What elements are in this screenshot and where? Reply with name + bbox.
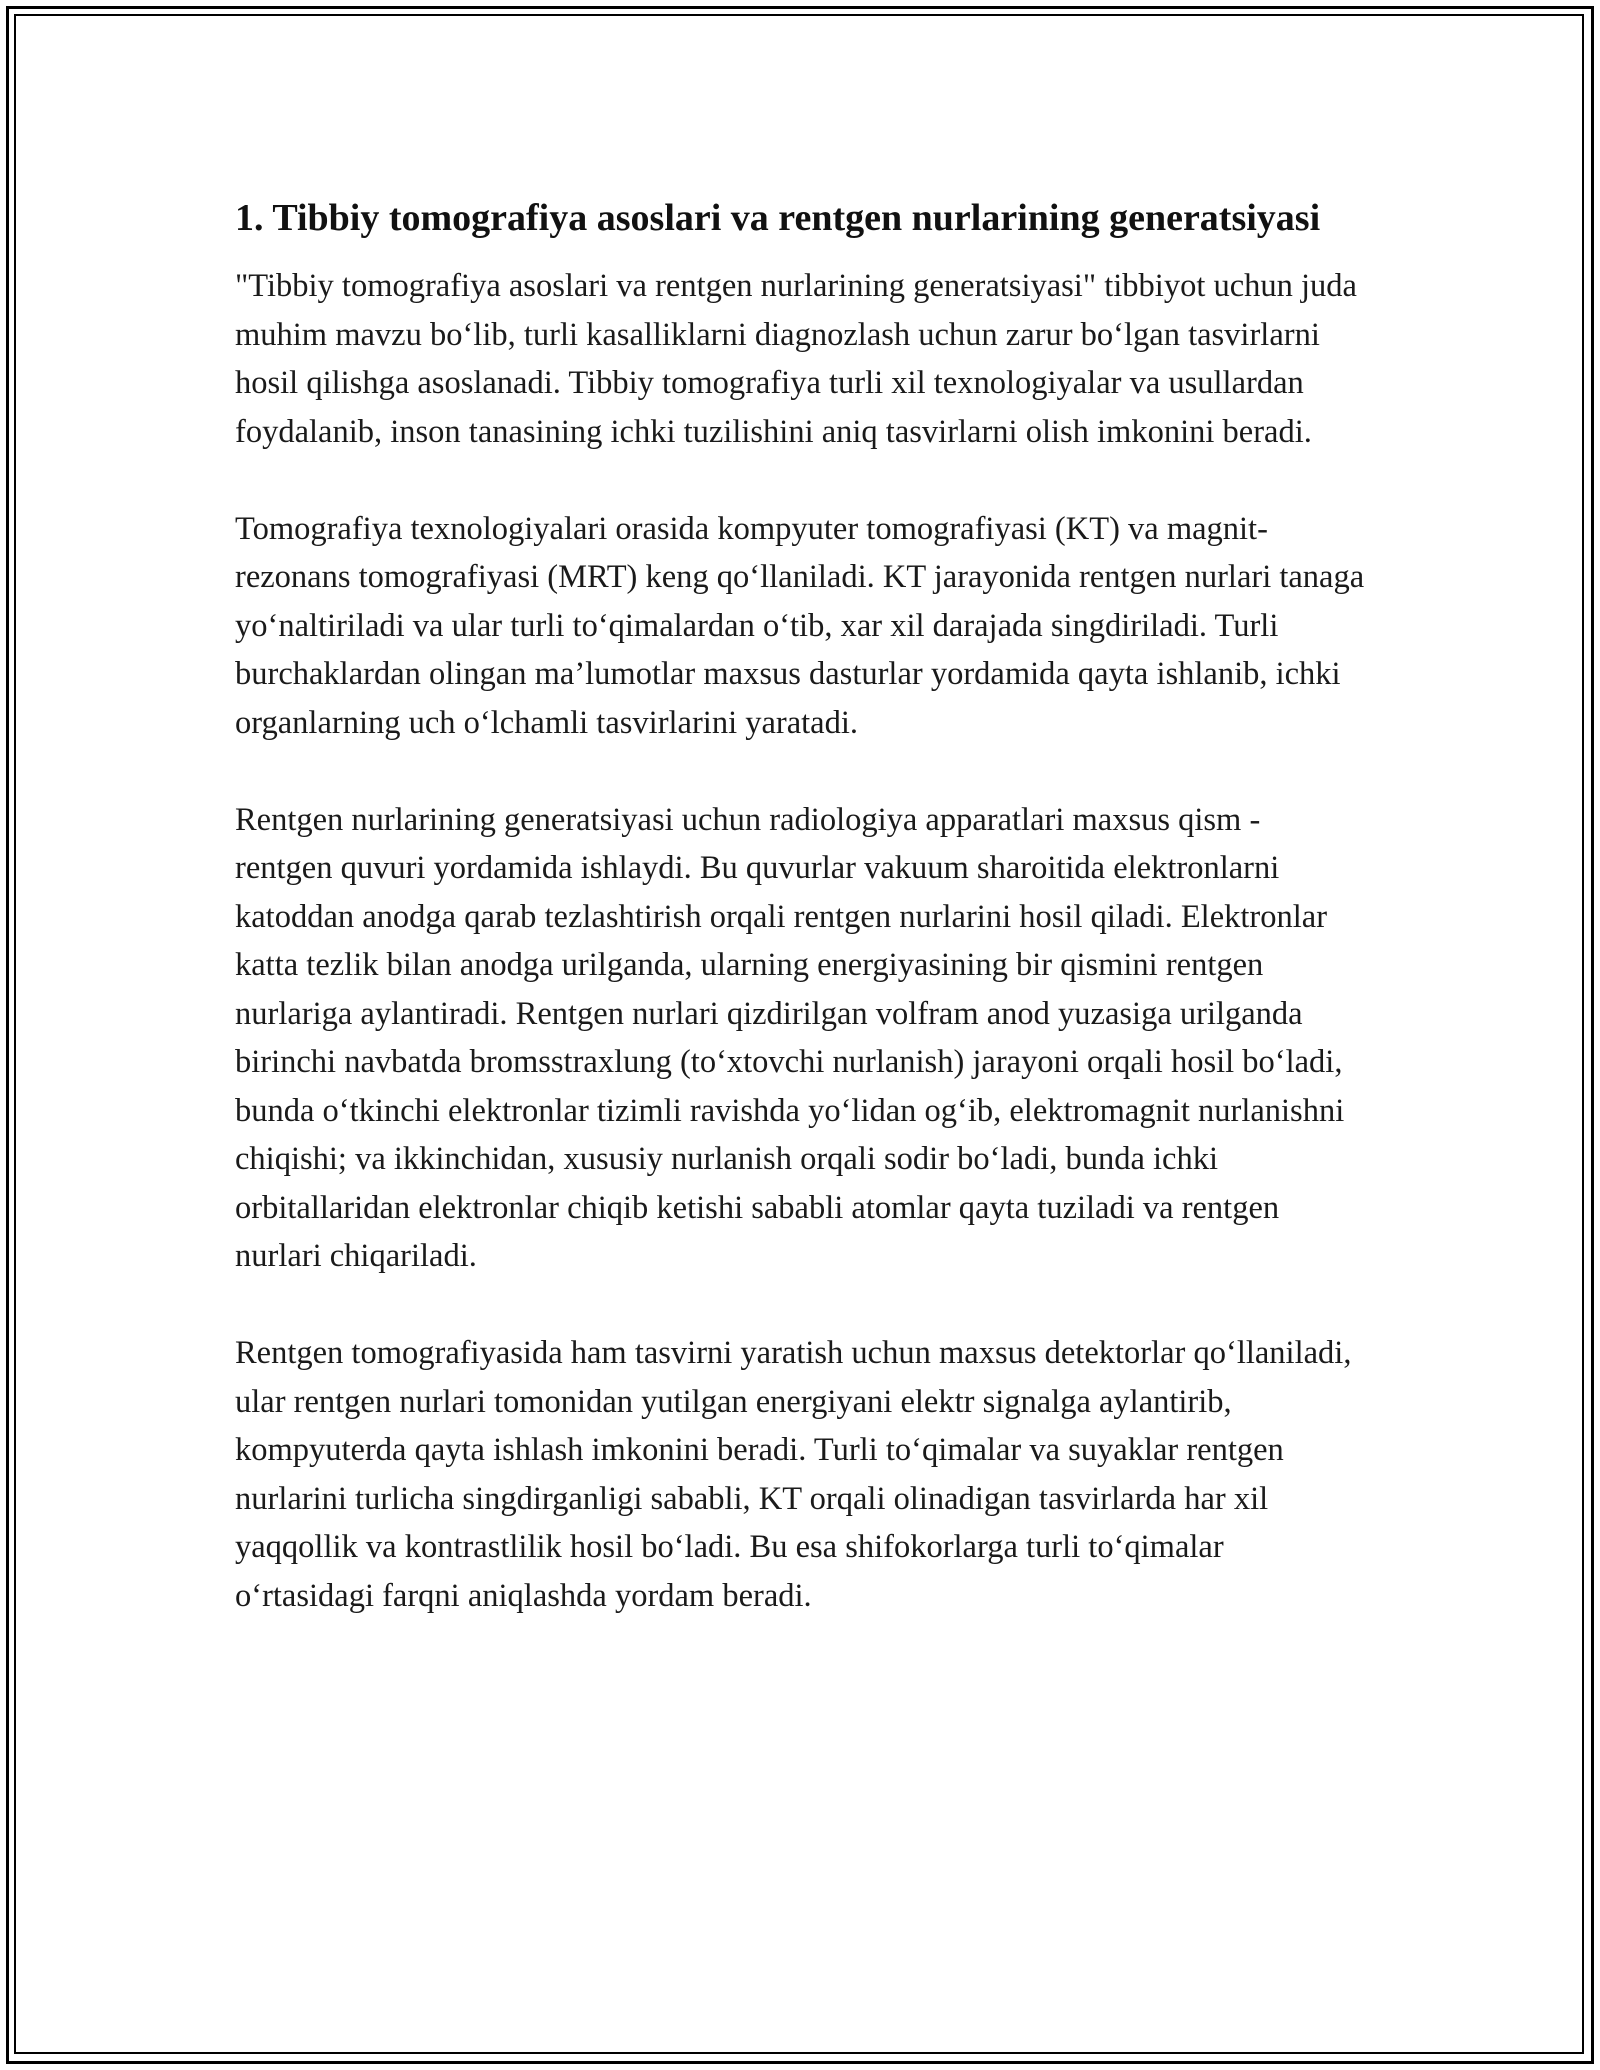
paragraph-intro: "Tibbiy tomografiya asoslari va rentgen nurlarining generatsiyasi" tibbiyot uchun juda muhim mavzu bo‘lib, turli kasalliklarni diagnozlash uchun zarur bo‘lgan tasvirlarni hosil qilishga asoslanadi. Tibbiy tomografiya turli xil texnologiyalar va usullardan foydalanib, inson tanasining ichki tuzilishini aniq tasvirlarni olish imkonini beradi. [235,268,1357,450]
paragraph-xray-generation: Rentgen nurlarining generatsiyasi uchun radiologiya apparatlari maxsus qism - rentgen quvuri yordamida ishlaydi. Bu quvurlar vakuum sharoitida elektronlarni katoddan anodga qarab tezlashtirish orqali rentgen nurlarini hosil qiladi. Elektronlar katta tezlik bilan anodga urilganda, ularning energiyasining bir qismini rentgen nurlariga aylantiradi. Rentgen nurlari qizdirilgan volfram anod yuzasiga urilganda birinchi navbatda bromsstraxlung (to‘xtovchi nurlanish) jarayoni orqali hosil bo‘ladi, bunda o‘tkinchi elektronlar tizimli ravishda yo‘lidan og‘ib, elektromagnit nurlanishni chiqishi; va ikkinchidan, xususiy nurlanish orqali sodir bo‘ladi, bunda ichki orbitallaridan elektronlar chiqib ketishi sababli atomlar qayta tuziladi va rentgen nurlari chiqariladi. [235,801,1345,1274]
paragraph-tomography-technologies: Tomografiya texnologiyalari orasida kompyuter tomografiyasi (KT) va magnit-rezonans tomografiyasi (MRT) keng qo‘llaniladi. KT jarayonida rentgen nurlari tanaga yo‘naltiriladi va ular turli to‘qimalardan o‘tib, xar xil darajada singdiriladi. Turli burchaklardan olingan ma’lumotlar maxsus dasturlar yordamida qayta ishlanib, ichki organlarning uch o‘lchamli tasvirlarini yaratadi. [235,510,1365,741]
document-body [235,190,1365,1669]
paragraph-xray-tomography-detectors: Rentgen tomografiyasida ham tasvirni yaratish uchun maxsus detektorlar qo‘llaniladi, ular rentgen nurlari tomonidan yutilgan energiyani elektr signalga aylantirib, kompyuterda qayta ishlash imkonini beradi. Turli to‘qimalar va suyaklar rentgen nurlarini turlicha singdirganligi sababli, KT orqali olinadigan tasvirlarda har xil yaqqollik va kontrastlilik hosil bo‘ladi. Bu esa shifokorlarga turli to‘qimalar o‘rtasidagi farqni aniqlashda yordam beradi. [235,1335,1352,1614]
section-heading: 1. Tibbiy tomografiya asoslari va rentgen nurlarining generatsiyasi [235,197,1321,239]
